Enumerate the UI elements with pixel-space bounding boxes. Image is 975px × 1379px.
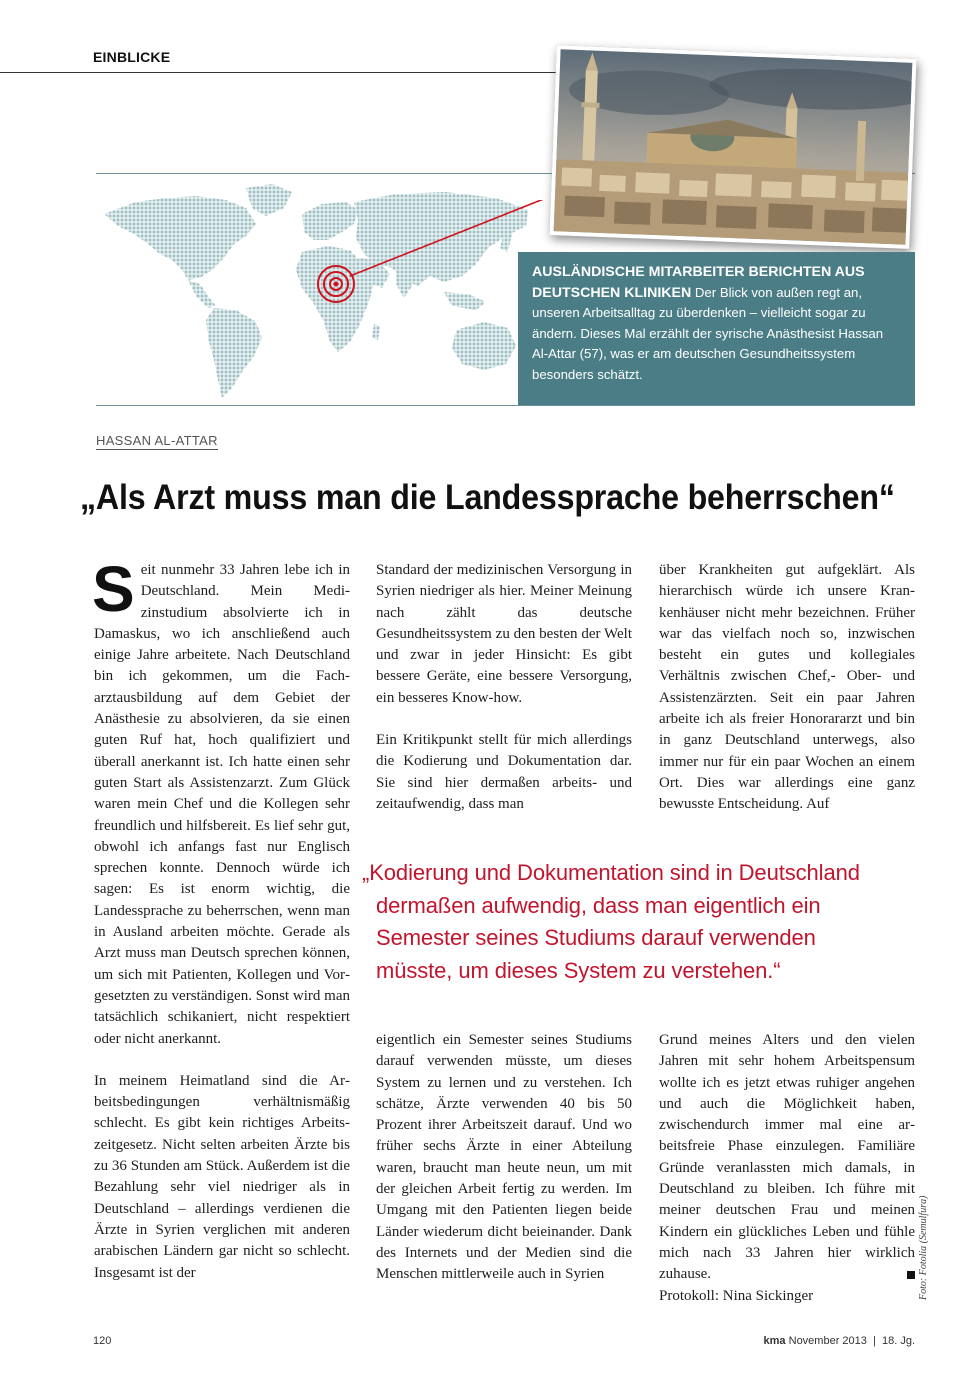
footer-issue <box>764 1335 915 1347</box>
body-paragraph: über Krankheiten gut aufgeklärt. Als hierarchisch würde ich unsere Krankenhäuser nicht mehr bezeichnen. Früher war das vielfach noch so, inzwischen besteht ein gutes und kollegiales Verhältnis zwischen Chef,- Ober- und Assistenzärzten. Seit ein paar Jahren arbeite ich als freier Honorararzt und bin in ganz Deutschland unterwegs, also immer nur für ein paar Wochen an einem Ort. Dies war allerdings eine ganz bewusste Entscheidung. Auf <box>659 562 915 813</box>
pull-quote-line: „Kodierung und Dokumentation sind in Deutschland <box>362 860 860 885</box>
protocol-credit: Protokoll: Nina Sickinger <box>659 1287 814 1304</box>
damascus-photo <box>549 45 916 249</box>
headline: „Als Arzt muss man die Landessprache beherrschen“ <box>80 478 895 517</box>
column-3-bottom <box>659 1030 915 1307</box>
footer-brand: kma <box>763 1335 786 1347</box>
world-map <box>96 174 536 404</box>
pull-quote-line: müsste, um dieses System zu verstehen.“ <box>376 957 781 983</box>
drop-cap: S <box>92 553 135 625</box>
section-label: EINBLICKE <box>93 49 171 65</box>
photo-credit: Foto: Fotolia (Semulfura) <box>918 1195 929 1300</box>
body-paragraph <box>659 1030 915 1286</box>
end-mark <box>907 1271 915 1279</box>
paragraph-text: Grund meines Alters und den vielen Jahren mit sehr hohem Arbeitspensum wollte ich es jetzt etwas ruhiger angehen und auch die Möglichkeit haben, zwischendurch immer mal eine arbeitsfreie Phase einzulegen. Familiäre Gründe veranlassten mich damals, in Deutschland zu bleiben. Ich führe mit meiner deutschen Frau und meinen Kindern ein glückliches Leben und fühle mich nach 33 Jahren hier wirklich zuhause. <box>659 1032 915 1283</box>
body-paragraph: In meinem Heimatland sind die Arbeitsbedingungen verhältnismäßig schlecht. Es gibt kein richtiges Arbeitszeitgesetz. Nicht selten arbeiten Ärzte bis zu 36 Stunden am Stück. Außerdem ist die Bezahlung sehr viel niedriger als in Deutschland – allerdings verdienen die Ärzte in Syrien verglichen mit anderen arabischen Ländern gar nicht so schlecht. Insgesamt ist der <box>94 1072 350 1281</box>
column-3-top <box>659 560 915 816</box>
column-1 <box>92 553 350 1284</box>
author-name: HASSAN AL-ATTAR <box>96 433 218 448</box>
intro-text: Der Blick von außen regt an, unseren Arbeitsalltag zu überdenken – vielleicht sogar zu ändern. Dieses Mal erzählt der syrische Anästhesist Hassan Al-Attar (57), was er am deutschen Gesundheitssystem besonders schätzt. <box>532 284 884 382</box>
intro-kicker: AUSLÄNDISCHE MITARBEITER BERICHTEN AUS DEUTSCHEN KLINIKEN <box>532 264 865 301</box>
body-paragraph: Ein Kritikpunkt stellt für mich allerdings die Kodierung und Dokumentation dar. Sie sind hier dermaßen arbeits- und zeitaufwendig, dass man <box>376 732 632 812</box>
top-rule <box>0 72 560 73</box>
page-number: 120 <box>93 1335 112 1347</box>
body-paragraph: eigentlich ein Semester seines Studiums darauf verwenden müsste, um dieses System zu lernen und zu verstehen. Ich schätze, Ärzte verwenden 40 bis 50 Prozent ihrer Arbeitszeit darauf. Und wo früher sechs Ärzte in einer Abteilung waren, braucht man heute neun, um mit der gleichen Arbeit fertig zu werden. Im Umgang mit den Patienten liegen beide Länder wiederum dicht beieinander. Dank des Internets und der Medien sind die Menschen mittlerweile auch in Syrien <box>376 1032 632 1283</box>
footer-issue-text: November 2013 | 18. Jg. <box>788 1335 915 1347</box>
body-paragraph <box>92 553 350 1050</box>
paragraph-text: eit nunmehr 33 Jahren lebe ich in Deutschland. Mein Medizinstudium absolvierte ich in Damaskus, wo ich anschließend auch einige Jahre arbeitete. Nach Deutschland bin ich gekommen, um die Facharztausbildung auf dem Gebiet der Anästhesie zu absolvieren, da sie einen guten Ruf hat, hoch qualifiziert und überall anerkannt ist. Ich hatte einen sehr guten Start als Assistenzarzt. Zum Glück waren mein Chef und die Kollegen sehr freundlich und hilfsbereit. Es lief sehr gut, obwohl ich anfangs fast nur Englisch sprechen konnte. Dennoch würde ich sagen: Es ist enorm wichtig, die Landessprache zu beherrschen, wenn man in Ausland arbeiten möchte. Gerade als Arzt muss man Deutsch sprechen können, um sich mit Patienten, Kollegen und Vorgesetzten zu verständigen. Sonst wird man tatsächlich schikaniert, nicht respektiert oder nicht anerkannt. <box>94 562 350 1047</box>
pull-quote <box>362 857 922 987</box>
column-2-top <box>376 560 632 815</box>
intro-box <box>518 252 915 405</box>
body-paragraph: Standard der medizinischen Versorgung in Syrien niedriger als hier. Meiner Meinung nach zählt das deutsche Gesundheitssystem zu den besten der Welt und zwar in jeder Hinsicht: Es gibt bessere Geräte, eine bessere Versorgung, ein besseres Know-how. <box>376 562 632 706</box>
pull-quote-line: dermaßen aufwendig, dass man eigentlich ein <box>376 892 821 918</box>
map-bottom-rule <box>96 405 915 406</box>
column-2-bottom <box>376 1030 632 1286</box>
pull-quote-line: Semester seines Studiums darauf verwenden <box>376 925 816 950</box>
